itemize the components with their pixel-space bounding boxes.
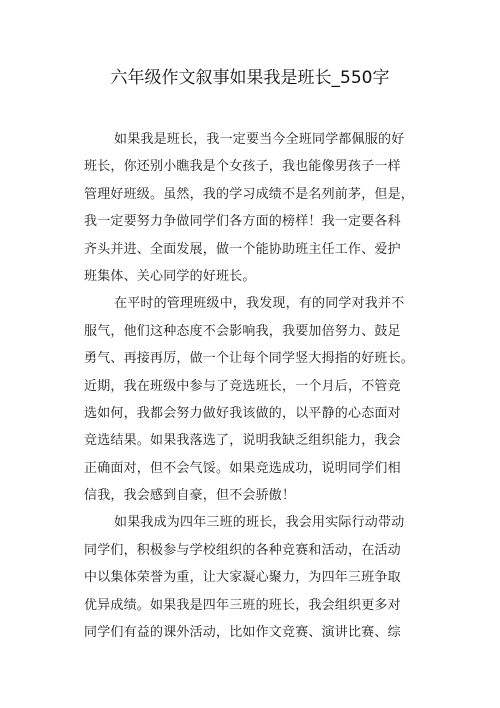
- text-line: 优异成绩。如果我是四年三班的班长，我会组织更多对: [84, 597, 401, 613]
- text-line: 管理好班级。虽然，我的学习成绩不是名列前茅，但是，: [84, 186, 415, 202]
- text-line: 班集体、关心同学的好班长。: [84, 268, 256, 284]
- text-line: 在平时的管理班级中，我发现，有的同学对我并不: [114, 296, 405, 312]
- paragraph-2: [84, 290, 420, 509]
- document-title: 六年级作文叙事如果我是班长_550字: [110, 68, 390, 88]
- document-body: [84, 126, 420, 646]
- text-line: 正确面对，但不会气馁。如果竞选成功，说明同学们相: [84, 460, 401, 476]
- text-line: 如果我是班长，我一定要当今全班同学都佩服的好: [114, 132, 405, 147]
- text-line: 信我，我会感到自豪，但不会骄傲！: [84, 488, 296, 504]
- text-line: 同学们，积极参与学校组织的各种竞赛和活动，在活动: [84, 542, 401, 558]
- text-line: 竞选结果。如果我落选了，说明我缺乏组织能力，我会: [84, 433, 401, 449]
- text-line: 我一定要努力争做同学们各方面的榜样！我一定要各科: [84, 214, 401, 230]
- text-line: 中以集体荣誉为重，让大家凝心聚力，为四年三班争取: [84, 570, 401, 586]
- text-line: 班长，你还别小瞧我是个女孩子，我也能像男孩子一样: [84, 159, 401, 175]
- text-line: 同学们有益的课外活动，比如作文竞赛、演讲比赛、综: [84, 625, 401, 641]
- text-line: 齐头并进、全面发展，做一个能协助班主任工作、爱护: [84, 241, 401, 257]
- text-line: 勇气、再接再厉，做一个让每个同学竖大拇指的好班长。: [84, 351, 415, 367]
- text-line: 如果我成为四年三班的班长，我会用实际行动带动: [114, 515, 405, 531]
- paragraph-3: [84, 509, 420, 646]
- text-line: 选如何，我都会努力做好我该做的，以平静的心态面对: [84, 405, 401, 421]
- text-line: 服气，他们这种态度不会影响我，我要加倍努力、鼓足: [84, 323, 401, 339]
- text-line: 近期，我在班级中参与了竞选班长，一个月后，不管竞: [84, 378, 401, 394]
- paragraph-1: [84, 126, 420, 290]
